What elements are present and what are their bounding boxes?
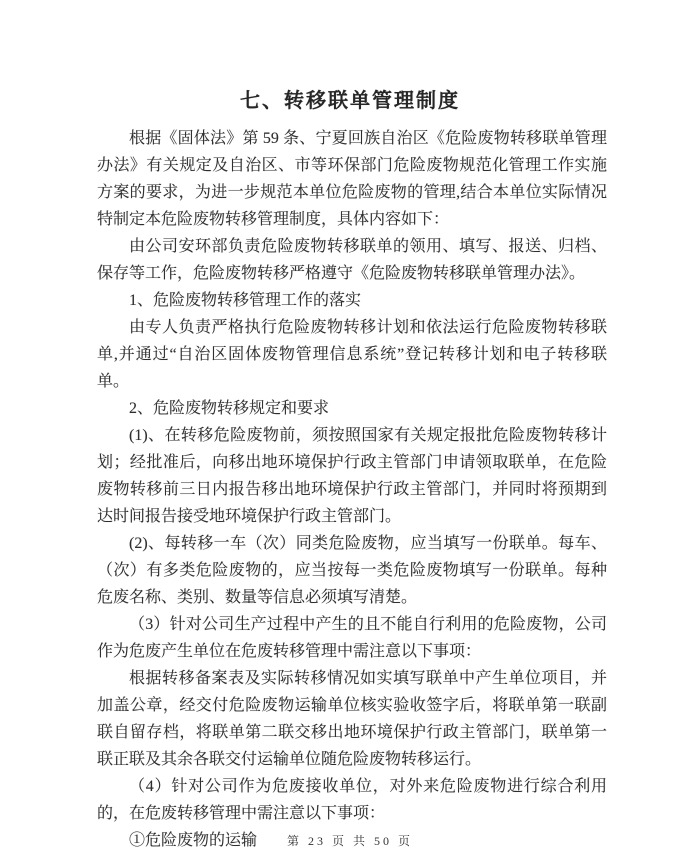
section-heading-2: 2、危险废物转移规定和要求 — [129, 400, 330, 417]
paragraph-section1: 由专人负责严格执行危险废物转移计划和依法运行危险废物转移联单,并通过“自治区固体废物管理信息系统”登记转移计划和电子转移联单。 — [97, 319, 607, 390]
page-number: 第 23 页 共 50 页 — [286, 834, 413, 848]
paragraph-item-3-detail: 根据转移备案表及实际转移情况如实填写联单中产生单位项目，并加盖公章，经交付危险废物运输单位核实验收签字后，将联单第一联副联自留存档，将联单第二联交移出地环境保护行政主管部门，联单第一联正联及其余各联交付运输单位随危险废物转移运行。 — [97, 670, 607, 768]
numbered-item-1: ①危险废物的运输 — [129, 832, 258, 849]
document-body — [97, 125, 607, 854]
paragraph-intro: 根据《固体法》第 59 条、宁夏回族自治区《危险废物转移联单管理办法》有关规定及自治区、市等环保部门危险废物规范化管理工作实施方案的要求，为进一步规范本单位危险废物的管理,结合本单位实际情况特制定本危险废物转移管理制度，具体内容如下： — [97, 130, 607, 228]
paragraph-item-2: (2)、每转移一车（次）同类危险废物，应当填写一份联单。每车、（次）有多类危险废物的，应当按每一类危险废物填写一份联单。每种危废名称、类别、数量等信息必须填写清楚。 — [97, 535, 607, 606]
paragraph-duty: 由公司安环部负责危险废物转移联单的领用、填写、报送、归档、保存等工作，危险废物转移严格遵守《危险废物转移联单管理办法》。 — [97, 238, 607, 282]
page-title: 七、转移联单管理制度 — [240, 90, 460, 112]
section-heading-1: 1、危险废物转移管理工作的落实 — [129, 292, 362, 309]
paragraph-item-3: （3）针对公司生产过程中产生的且不能自行利用的危险废物，公司作为危废产生单位在危废转移管理中需注意以下事项： — [97, 616, 607, 660]
paragraph-item-4: （4）针对公司作为危废接收单位，对外来危险废物进行综合利用的，在危废转移管理中需注意以下事项： — [97, 778, 607, 822]
paragraph-item-1: (1)、在转移危险废物前，须按照国家有关规定报批危险废物转移计划；经批准后，向移出地环境保护行政主管部门申请领取联单，在危险废物转移前三日内报告移出地环境保护行政主管部门，并同时将预期到达时间报告接受地环境保护行政主管部门。 — [97, 427, 607, 525]
